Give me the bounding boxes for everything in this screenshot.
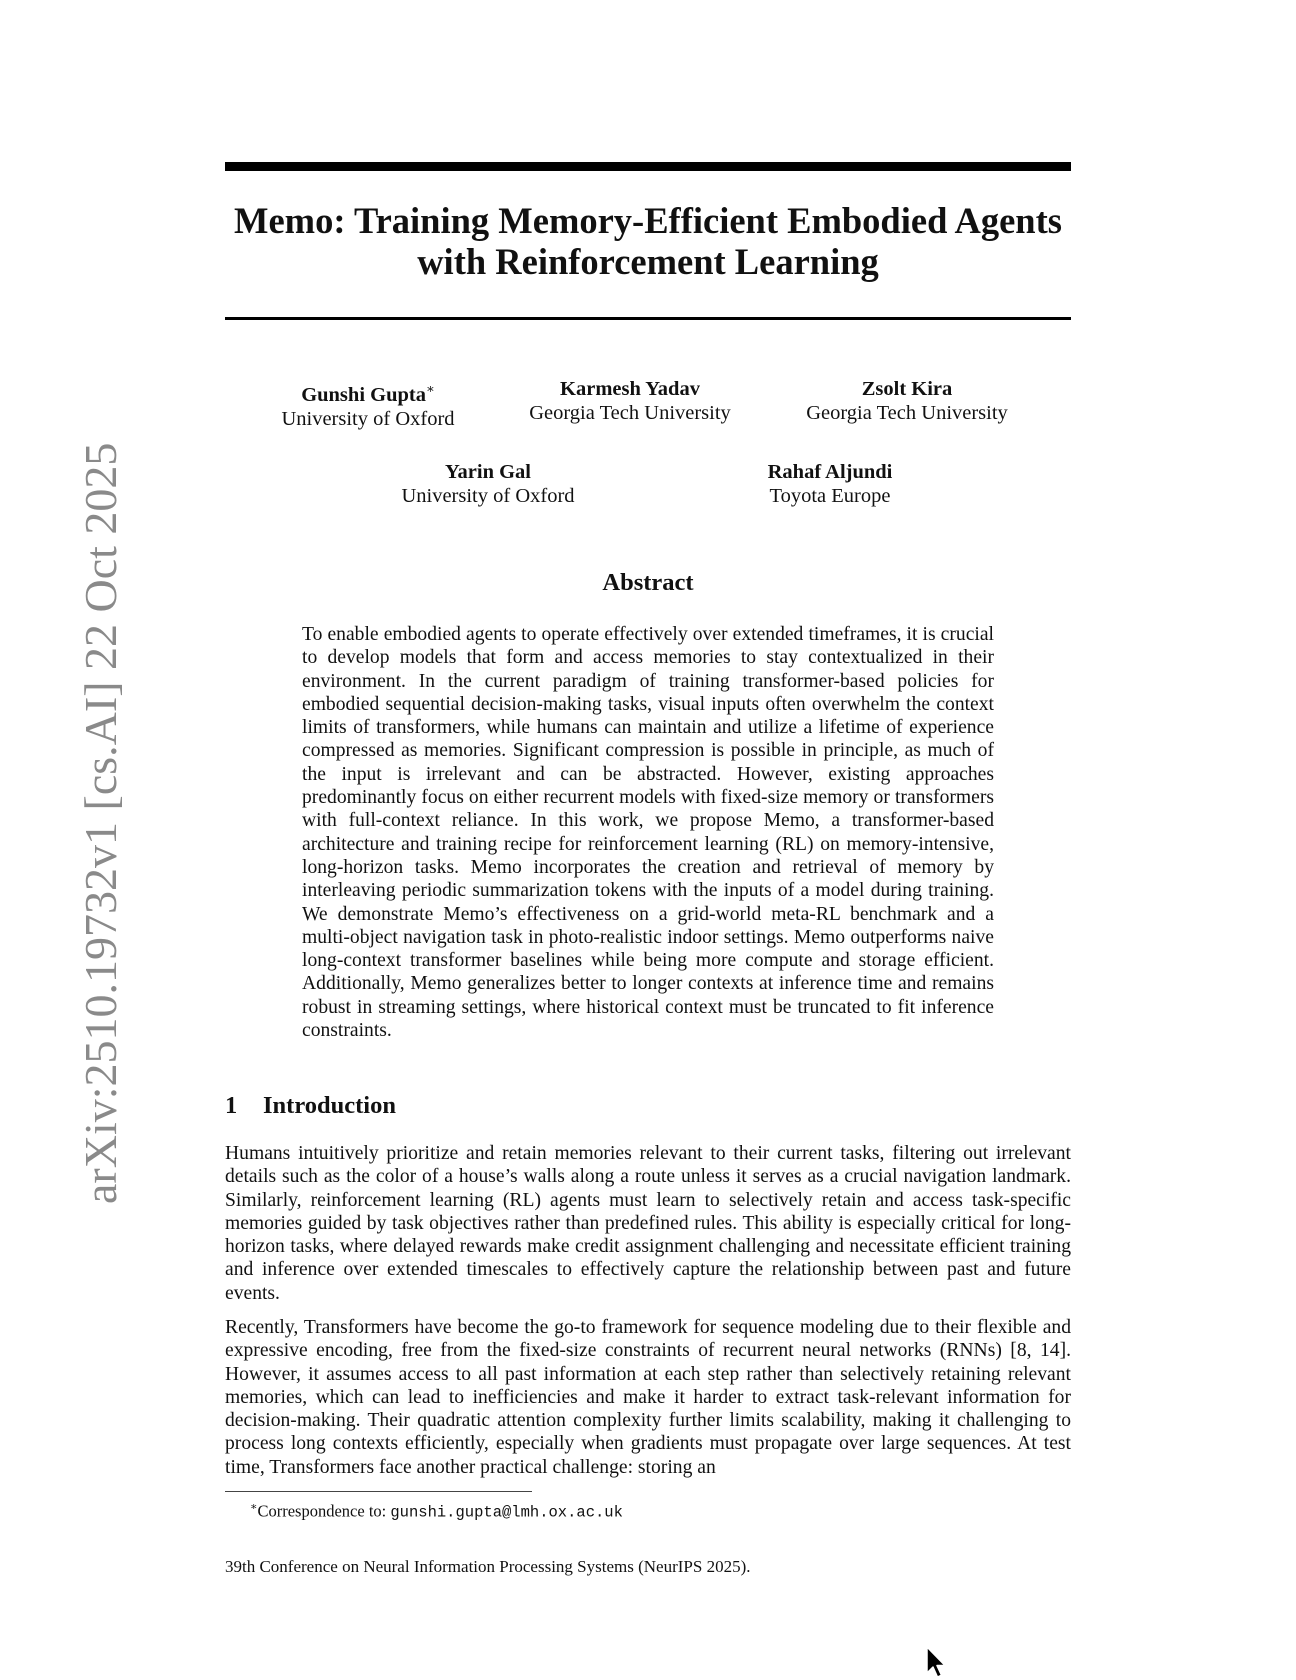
footnote-label: Correspondence to:	[257, 1501, 387, 1521]
author-affiliation: University of Oxford	[401, 485, 575, 507]
author-affiliation: Georgia Tech University	[529, 402, 731, 424]
footnote-email: gunshi.gupta@lmh.ox.ac.uk	[390, 1503, 623, 1522]
author-name: Rahaf Aljundi	[767, 461, 893, 483]
section-title: Introduction	[263, 1092, 396, 1119]
author-block	[278, 377, 458, 431]
author-name: Karmesh Yadav	[560, 378, 700, 400]
author-footnote-mark: ∗	[425, 381, 435, 396]
venue-note: 39th Conference on Neural Information Processing Systems (NeurIPS 2025).	[225, 1557, 751, 1576]
footnote-rule	[225, 1491, 532, 1492]
author-name: Zsolt Kira	[861, 378, 953, 400]
section-heading	[225, 1092, 396, 1120]
body-paragraph: Recently, Transformers have become the go-to framework for sequence modeling due to their flexible and expressive encoding, free from the fixed-size constraints of recurrent neural networks (RNNs) [8, 14]. However, it assumes access to all past information at each step rather than selectively retaining relevant memories, which can lead to inefficiencies and make it harder to extract task-relevant information for decision-making. Their quadratic attention complexity further limits scalability, making it challenging to process long contexts efficiently, especially when gradients must propagate over large sequences. At test time, Transformers face another practical challenge: storing an	[225, 1317, 1071, 1478]
body-paragraph: Humans intuitively prioritize and retain memories relevant to their current tasks, filtering out irrelevant details such as the color of a house’s walls along a route unless it serves as a crucial navigation landmark. Similarly, reinforcement learning (RL) agents must learn to selectively retain and access task-specific memories guided by task objectives rather than predefined rules. This ability is especially critical for long-horizon tasks, where delayed rewards make credit assignment challenging and necessitate efficient training and inference over extended timescales to effectively capture the relationship between past and future events.	[225, 1143, 1071, 1304]
author-block	[750, 460, 910, 508]
footnote	[250, 1496, 623, 1524]
title-bottom-rule	[225, 317, 1071, 320]
author-block	[398, 460, 578, 508]
author-block	[523, 377, 737, 425]
footnote-mark: ∗	[250, 1501, 258, 1513]
abstract-text: To enable embodied agents to operate effectively over extended timeframes, it is crucial to develop models that form and access memories to stay contextualized in their environment. In the current paradigm of training transformer-based policies for embodied sequential decision-making tasks, visual inputs often overwhelm the context limits of transformers, while humans can maintain and utilize a lifetime of experience compressed as memories. Significant compression is possible in principle, as much of the input is irrelevant and can be abstracted. However, existing approaches predominantly focus on either recurrent models with fixed-size memory or transformers with full-context reliance. In this work, we propose Memo, a transformer-based architecture and training recipe for reinforcement learning (RL) on memory-intensive, long-horizon tasks. Memo incorporates the creation and retrieval of memory by interleaving periodic summarization tokens with the inputs of a model during training. We demonstrate Memo’s effectiveness on a grid-world meta-RL benchmark and a multi-object navigation task in photo-realistic indoor settings. Memo outperforms naive long-context transformer baselines while being more compute and storage efficient. Additionally, Memo generalizes better to longer contexts at inference time and remains robust in streaming settings, where historical context must be truncated to fit inference constraints.	[302, 624, 994, 1042]
arxiv-stamp: arXiv:2510.19732v1 [cs.AI] 22 Oct 2025	[75, 442, 126, 1204]
abstract-heading: Abstract	[602, 569, 694, 596]
paper-title-line-1: Memo: Training Memory-Efficient Embodied Agents	[234, 200, 1062, 241]
author-name: Yarin Gal	[445, 461, 531, 483]
author-affiliation: Georgia Tech University	[806, 402, 1008, 424]
mouse-pointer-icon	[926, 1646, 948, 1680]
author-affiliation: Toyota Europe	[769, 485, 891, 507]
section-number: 1	[225, 1092, 238, 1119]
title-top-rule	[225, 162, 1071, 171]
author-affiliation: University of Oxford	[281, 407, 455, 430]
author-block	[800, 377, 1014, 425]
paper-title	[225, 200, 1071, 282]
paper-title-line-2: with Reinforcement Learning	[417, 241, 879, 282]
author-name: Gunshi Gupta∗	[301, 381, 435, 406]
